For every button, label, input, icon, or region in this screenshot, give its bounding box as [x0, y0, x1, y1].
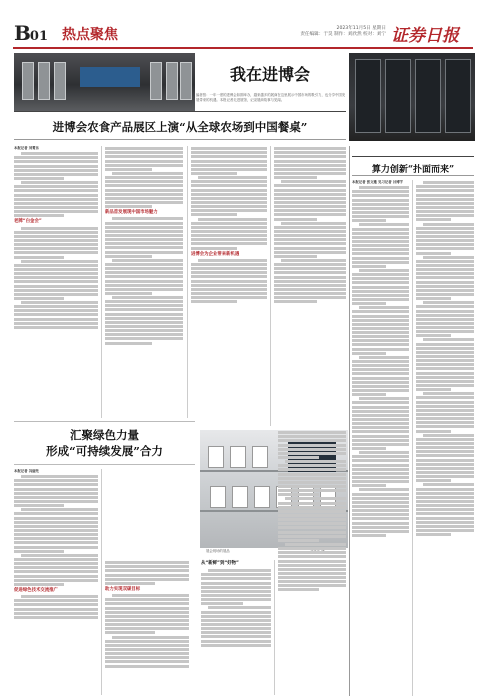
- main-article-col-2: [105, 146, 183, 556]
- article-two-headline: 汇聚绿色力量 形成“可持续发展”合力: [46, 428, 163, 458]
- article-two-bottom-rule: [14, 464, 195, 465]
- main-byline: 本报记者 刘菁乐: [14, 146, 39, 150]
- main-article-col-1: [14, 146, 98, 418]
- main-article-col-5: [201, 568, 271, 695]
- sidebar-byline: 本报记者 张文雅 见习记者 吕博宇: [352, 180, 404, 184]
- sidebar-col-2: [416, 180, 474, 696]
- sidebar-divider: [349, 146, 350, 696]
- sidebar-col-1: [352, 180, 409, 696]
- exhibition-photo-right: [349, 53, 475, 141]
- subhead: 促进绿色技术交流推广: [14, 587, 58, 593]
- article-two-top-rule: [14, 421, 195, 422]
- section-title: 热点聚焦: [62, 27, 118, 43]
- sidebar-top-rule: [352, 156, 474, 157]
- article-two-col-1: [14, 469, 98, 695]
- column-divider: [101, 469, 102, 695]
- photo-caption: 展会现场的展品: [206, 549, 230, 553]
- title-divider-bottom: [14, 139, 346, 140]
- column-divider: [274, 560, 275, 695]
- main-headline: 进博会农食产品展区上演“从全球农场到中国餐桌”: [52, 120, 308, 134]
- text-block: [14, 227, 98, 329]
- column-divider: [187, 146, 188, 418]
- banner-title: 我在进博会: [229, 65, 310, 84]
- issue-date-line: 2023年11月5日 星期日 责任编辑：于昊 制作：刘欣然 校对：刘宁: [300, 26, 386, 37]
- subhead: 新品首发展现中国市场魅力: [105, 210, 158, 216]
- main-article-col-4: [274, 146, 346, 426]
- article-two-col-2: [105, 560, 189, 695]
- article-two-byline: 本报记者 冯丽先: [14, 469, 39, 473]
- main-article-col-6: [278, 430, 346, 695]
- sidebar-title-rule: [352, 175, 474, 176]
- subhead: 从“新鲜”到“好物”: [201, 561, 239, 566]
- subhead: 进博会为企业带来新机遇: [191, 251, 240, 257]
- subhead: 老牌“白金会”: [14, 219, 42, 225]
- subhead: 助力实现双碳目标: [105, 586, 141, 592]
- header-divider: [13, 47, 473, 49]
- sidebar-headline: 算力创新“扑面而来”: [371, 165, 455, 175]
- newspaper-logo: 证券日报: [391, 26, 459, 46]
- page-number: B01: [14, 21, 48, 45]
- column-divider: [101, 146, 102, 418]
- column-divider: [412, 180, 413, 696]
- main-article-col-3: [191, 146, 267, 424]
- text-block: [14, 152, 98, 217]
- editor-note: 编者按：一年一度的进博会如期举办，越来越多的展商在这里展示中国市场的吸引力，也分享中国发展带来的机遇。本报记者走进展馆，记录展商故事与见闻。: [196, 93, 346, 102]
- title-divider: [14, 111, 346, 112]
- column-divider: [270, 146, 271, 426]
- exhibition-photo-left: [14, 53, 195, 111]
